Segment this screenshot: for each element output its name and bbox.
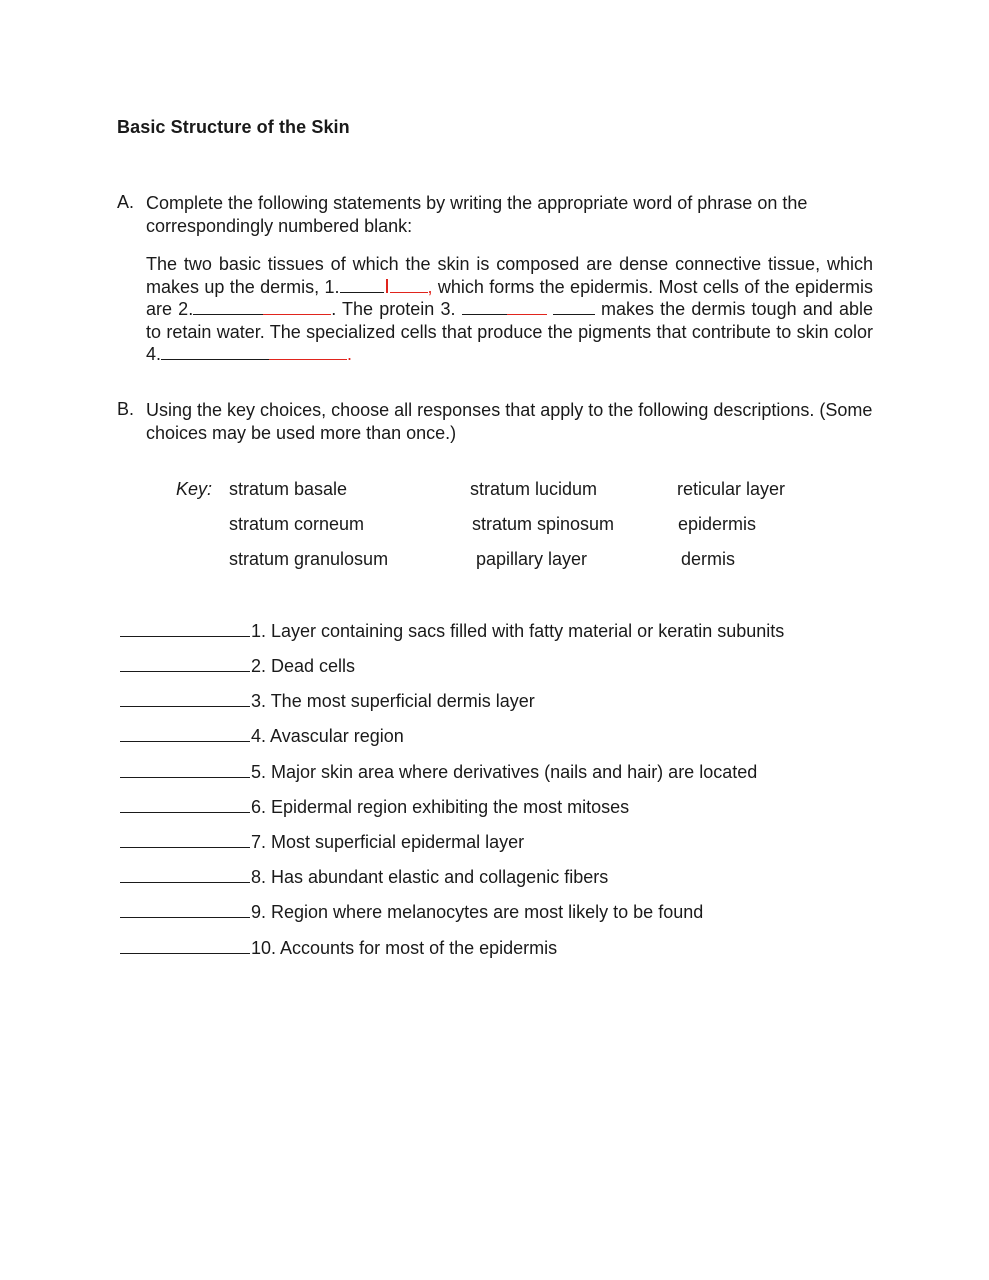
question-text: 10. Accounts for most of the epidermis xyxy=(251,938,558,958)
question-row xyxy=(120,866,608,888)
question-row xyxy=(120,690,535,712)
question-text: 6. Epidermal region exhibiting the most mitoses xyxy=(251,797,630,817)
section-a-paragraph xyxy=(146,253,873,366)
key-label: Key: xyxy=(176,479,213,499)
question-row xyxy=(120,901,703,923)
blank-4a[interactable] xyxy=(161,345,269,360)
section-a-instructions: Complete the following statements by writing the appropriate word of phrase on the correspondingly numbered blank: xyxy=(146,193,808,236)
section-b-letter: B. xyxy=(117,399,135,419)
red-period: . xyxy=(347,344,353,364)
paragraph-part-3: . The protein 3. xyxy=(331,299,462,319)
blank-4b[interactable] xyxy=(269,345,347,360)
question-row xyxy=(120,796,629,818)
answer-blank[interactable] xyxy=(120,937,250,954)
question-text: 1. Layer containing sacs filled with fatty material or keratin subunits xyxy=(251,621,785,641)
key-item: epidermis xyxy=(678,514,757,534)
question-text: 9. Region where melanocytes are most likely to be found xyxy=(251,902,704,922)
question-text: 7. Most superficial epidermal layer xyxy=(251,832,525,852)
red-comma: , xyxy=(427,276,433,297)
answer-blank[interactable] xyxy=(120,866,250,883)
answer-blank[interactable] xyxy=(120,725,250,742)
key-item: reticular layer xyxy=(677,479,786,499)
key-item: stratum corneum xyxy=(229,514,365,534)
answer-blank[interactable] xyxy=(120,761,250,778)
question-text: 5. Major skin area where derivatives (nails and hair) are located xyxy=(251,762,758,782)
section-a-letter: A. xyxy=(117,192,135,212)
answer-blank[interactable] xyxy=(120,655,250,672)
question-row xyxy=(120,937,557,959)
key-item: dermis xyxy=(681,549,736,569)
key-item: stratum spinosum xyxy=(472,514,615,534)
blank-3b[interactable] xyxy=(507,300,547,315)
question-text: 2. Dead cells xyxy=(251,656,356,676)
blank-1b[interactable] xyxy=(390,278,428,293)
question-row xyxy=(120,620,784,642)
key-item: papillary layer xyxy=(476,549,588,569)
answer-blank[interactable] xyxy=(120,690,250,707)
answer-blank[interactable] xyxy=(120,620,250,637)
answer-blank[interactable] xyxy=(120,831,250,848)
blank-2a[interactable] xyxy=(193,300,263,315)
question-text: 4. Avascular region xyxy=(251,726,404,746)
question-row xyxy=(120,831,524,853)
blank-2b[interactable] xyxy=(263,300,331,315)
question-text: 8. Has abundant elastic and collagenic fibers xyxy=(251,867,609,887)
blank-3a[interactable] xyxy=(462,300,507,315)
answer-blank[interactable] xyxy=(120,901,250,918)
section-b-instructions: Using the key choices, choose all responses that apply to the following descriptions. (Some choices may be used more than once.) xyxy=(146,400,873,443)
question-row xyxy=(120,655,355,677)
page-title: Basic Structure of the Skin xyxy=(117,117,350,137)
key-item: stratum lucidum xyxy=(470,479,598,499)
question-row xyxy=(120,761,757,783)
paragraph-part-4: makes the dermis tough and able to retain water. The specialized cells that produce the pigments that contribute to skin color 4. xyxy=(146,299,873,364)
answer-blank[interactable] xyxy=(120,796,250,813)
paragraph-part-1: The two basic tissues of which the skin is composed are dense connective tissue, which makes up the dermis, 1. xyxy=(146,254,873,297)
red-answer-mark xyxy=(386,279,388,293)
question-row xyxy=(120,725,404,747)
question-text: 3. The most superficial dermis layer xyxy=(251,691,535,711)
paragraph-part-2: which forms the epidermis. Most cells of the epidermis are 2. xyxy=(146,276,873,319)
blank-1a[interactable] xyxy=(340,278,384,293)
key-item: stratum granulosum xyxy=(229,549,389,569)
blank-3c[interactable] xyxy=(553,300,595,315)
key-item: stratum basale xyxy=(229,479,348,499)
